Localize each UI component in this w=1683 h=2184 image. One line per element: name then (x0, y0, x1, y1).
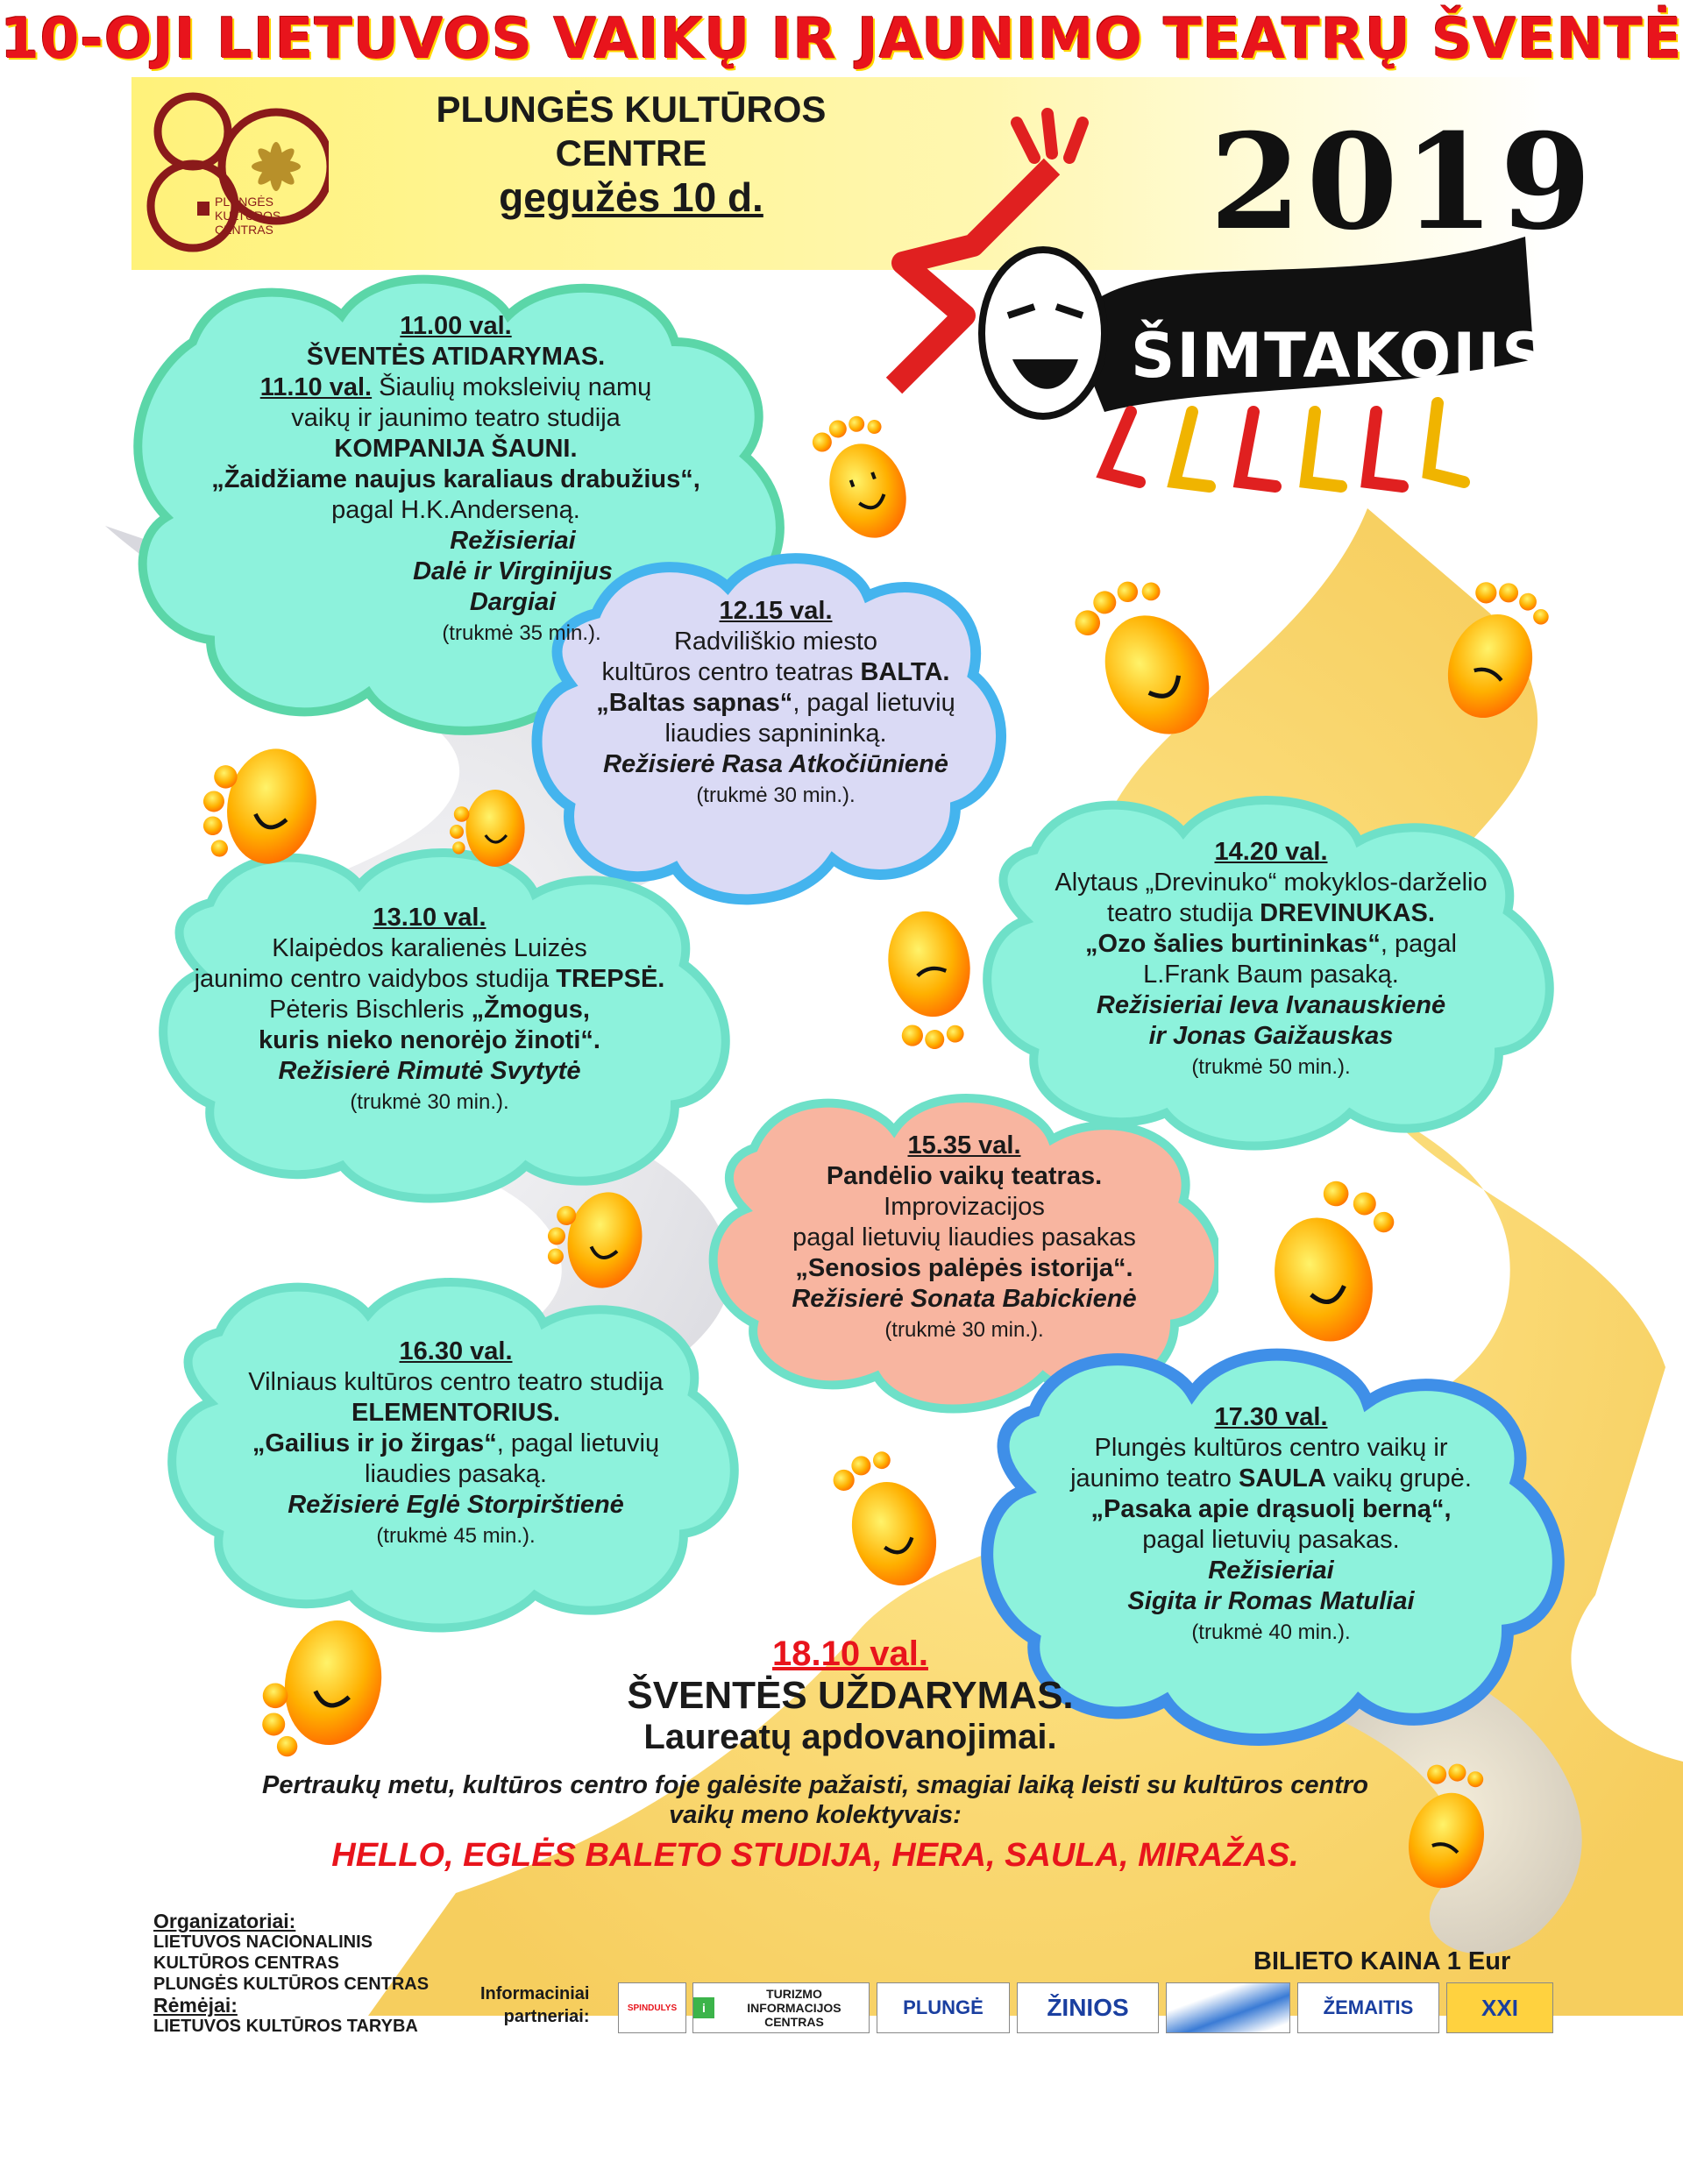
event-1-line1: Šiaulių moksleivių namų (372, 373, 652, 401)
event-5-dir1: Režisierė Sonata Babickienė (792, 1285, 1137, 1313)
intermission-note (131, 1770, 1499, 1830)
event-6-line3: liaudies pasaką. (365, 1460, 547, 1488)
event-5-duration: (trukmė 30 min.). (884, 1318, 1044, 1342)
event-3-duration: (trukmė 50 min.). (1191, 1055, 1351, 1079)
event-2-dir1: Režisierė Rasa Atkočiūnienė (603, 750, 948, 778)
event-2-group: BALTA. (860, 658, 950, 686)
closing-title: ŠVENTĖS UŽDARYMAS. (627, 1674, 1074, 1717)
organizers-block (153, 1911, 429, 2037)
event-5-line2: pagal lietuvių liaudies pasakas (792, 1223, 1136, 1252)
event-1-title: ŠVENTĖS ATIDARYMAS. (306, 343, 606, 371)
event-1-dir2: Dalė ir Virginijus (413, 557, 613, 585)
event-5-play: „Senosios palėpės istorija“. (795, 1254, 1133, 1282)
event-6 (193, 1337, 719, 1551)
organizer-1: LIETUVOS NACIONALINIS (153, 1932, 373, 1952)
event-2-line1: Radviliškio miesto (673, 628, 878, 656)
note-line1: Pertraukų metu, kultūros centro foje galėsite pažaisti, smagiai laiką leisti su kultūros centro (262, 1771, 1368, 1799)
event-3-dir2: ir Jonas Gaižauskas (1148, 1022, 1394, 1050)
event-3-play: „Ozo šalies burtininkas“ (1085, 930, 1381, 958)
info-partners-line1: Informaciniai (480, 1984, 590, 2003)
event-7-dir2: Sigita ir Romas Matuliai (1127, 1587, 1415, 1615)
event-3-line1: Alytaus „Drevinuko“ mokyklos-darželio (1055, 869, 1488, 897)
organizer-3: PLUNGĖS KULTŪROS CENTRAS (153, 1975, 430, 1994)
partner-logo-xxi: XXI (1446, 1982, 1553, 2033)
event-6-line1: Vilniaus kultūros centro teatro studija (248, 1368, 664, 1396)
event-1-time: 11.00 val. (400, 312, 512, 340)
event-5 (754, 1131, 1175, 1345)
event-7-time: 17.30 val. (1214, 1403, 1328, 1431)
event-4-time: 13.10 val. (373, 904, 486, 932)
event-1-line2: vaikų ir jaunimo teatro studija (291, 404, 621, 432)
event-4-line1: Klaipėdos karalienės Luizės (272, 934, 587, 962)
partner-logo-spindulys-text: SPINDULYS (627, 2003, 678, 2013)
partner-logo-zinios: ŽINIOS (1017, 1982, 1159, 2033)
event-4-dir1: Režisierė Rimutė Svytytė (278, 1057, 581, 1085)
event-3-dir1: Režisieriai Ieva Ivanauskienė (1096, 991, 1446, 1019)
event-4-line2: jaunimo centro vaidybos studija (194, 965, 557, 993)
event-5-time: 15.35 val. (907, 1131, 1021, 1159)
sponsor: LIETUVOS KULTŪROS TARYBA (153, 2017, 418, 2036)
partner-logo-plunge: PLUNGĖ (877, 1982, 1010, 2033)
organizers-heading: Organizatoriai: (153, 1910, 296, 1932)
event-6-play-after: , pagal lietuvių (496, 1429, 660, 1457)
event-3 (999, 837, 1543, 1082)
event-7-duration: (trukmė 40 min.). (1191, 1620, 1351, 1644)
sponsors-heading: Rėmėjai: (153, 1994, 238, 2017)
event-3-time: 14.20 val. (1214, 838, 1328, 866)
info-icon: i (693, 1997, 714, 2018)
event-1-dir3: Dargiai (469, 588, 557, 616)
event-7-line3: pagal lietuvių pasakas. (1142, 1526, 1400, 1554)
event-2-time: 12.15 val. (719, 597, 833, 625)
event-5-group: Pandėlio vaikų teatras. (826, 1162, 1103, 1190)
event-1-time2: 11.10 val. (259, 373, 373, 401)
event-3-group: DREVINUKAS. (1260, 899, 1435, 927)
closing-time: 18.10 val. (772, 1634, 928, 1673)
event-2-duration: (trukmė 30 min.). (696, 784, 856, 807)
event-2-play: „Baltas sapnas“ (596, 689, 793, 717)
venue-block (386, 88, 877, 219)
event-4-play: „Žmogus, (471, 996, 590, 1024)
event-3-line3: L.Frank Baum pasaką. (1143, 961, 1399, 989)
event-1-dir1: Režisieriai (450, 527, 576, 555)
awards-text: Laureatų apdovanojimai. (643, 1718, 1057, 1756)
event-1-line3: pagal H.K.Anderseną. (331, 496, 580, 524)
event-2-line3: liaudies sapnininką. (664, 720, 887, 748)
event-7 (1008, 1402, 1534, 1648)
event-7-line2: jaunimo teatro (1070, 1464, 1239, 1493)
event-6-group: ELEMENTORIUS. (352, 1399, 560, 1427)
info-partners-line2: partneriai: (503, 2007, 590, 2026)
event-6-dir1: Režisierė Eglė Storpirštienė (288, 1491, 624, 1519)
mascot-name: ŠIMTAKOJIS (1131, 320, 1548, 392)
poster-title: 10-OJI LIETUVOS VAIKŲ IR JAUNIMO TEATRŲ ŠVENTĖ (0, 7, 1683, 72)
event-2 (570, 596, 982, 811)
plunge-culture-center-logo (145, 83, 329, 259)
venue-line2: CENTRE (555, 132, 707, 174)
venue-line1: PLUNGĖS KULTŪROS (436, 89, 827, 130)
logo-line2: KULTŪROS (215, 209, 281, 223)
partner-logo-spindulys (618, 1982, 686, 2033)
info-partners-label (480, 1982, 589, 2028)
event-6-duration: (trukmė 45 min.). (376, 1524, 536, 1548)
event-4-duration: (trukmė 30 min.). (350, 1090, 509, 1114)
centipede-mascot (842, 96, 1543, 517)
event-4-play2: kuris nieko nenorėjo žinoti“. (259, 1026, 600, 1054)
partner-logo-tic-text: TURIZMO INFORMACIJOS CENTRAS (747, 1987, 842, 2029)
year: 2019 (1210, 105, 1597, 259)
organizer-2: KULTŪROS CENTRAS (153, 1954, 339, 1973)
event-1-group: KOMPANIJA ŠAUNI. (334, 435, 578, 463)
event-7-group: SAULA (1238, 1464, 1326, 1493)
logo-line3: CENTRAS (215, 223, 273, 237)
event-3-line2: teatro studija (1107, 899, 1260, 927)
closing-block (456, 1634, 1245, 1757)
event-7-line2b: vaikų grupė. (1325, 1464, 1472, 1493)
partner-logo-wave (1166, 1982, 1290, 2033)
event-7-play: „Pasaka apie drąsuolį berną“, (1090, 1495, 1452, 1523)
partner-logo-zemaitis: ŽEMAITIS (1297, 1982, 1439, 2033)
event-date: gegužės 10 d. (499, 174, 763, 220)
logo-line1: PLUNGĖS (215, 195, 273, 209)
event-6-play: „Gailius ir jo žirgas“ (252, 1429, 497, 1457)
ticket-price: BILIETO KAINA 1 Eur (1253, 1947, 1511, 1975)
event-1-play: „Žaidžiame naujus karaliaus drabužius“, (211, 465, 700, 493)
event-4 (158, 903, 701, 1117)
event-3-play-after: , pagal (1380, 930, 1457, 958)
event-4-line3: Pėteris Bischleris (269, 996, 472, 1024)
children-groups: HELLO, EGLĖS BALETO STUDIJA, HERA, SAULA, MIRAŽAS. (331, 1837, 1299, 1874)
event-7-line1: Plungės kultūros centro vaikų ir (1094, 1434, 1448, 1462)
partner-logo-tic (692, 1982, 870, 2033)
event-4-group: TREPSĖ. (556, 965, 665, 993)
event-5-line1: Improvizacijos (884, 1193, 1045, 1221)
event-1-duration: (trukmė 35 min.). (442, 621, 601, 645)
event-7-dir1: Režisieriai (1208, 1556, 1334, 1585)
event-2-play-after: , pagal lietuvių (792, 689, 955, 717)
event-2-line2: kultūros centro teatras (601, 658, 861, 686)
note-line2: vaikų meno kolektyvais: (669, 1801, 962, 1829)
event-6-time: 16.30 val. (399, 1337, 513, 1365)
